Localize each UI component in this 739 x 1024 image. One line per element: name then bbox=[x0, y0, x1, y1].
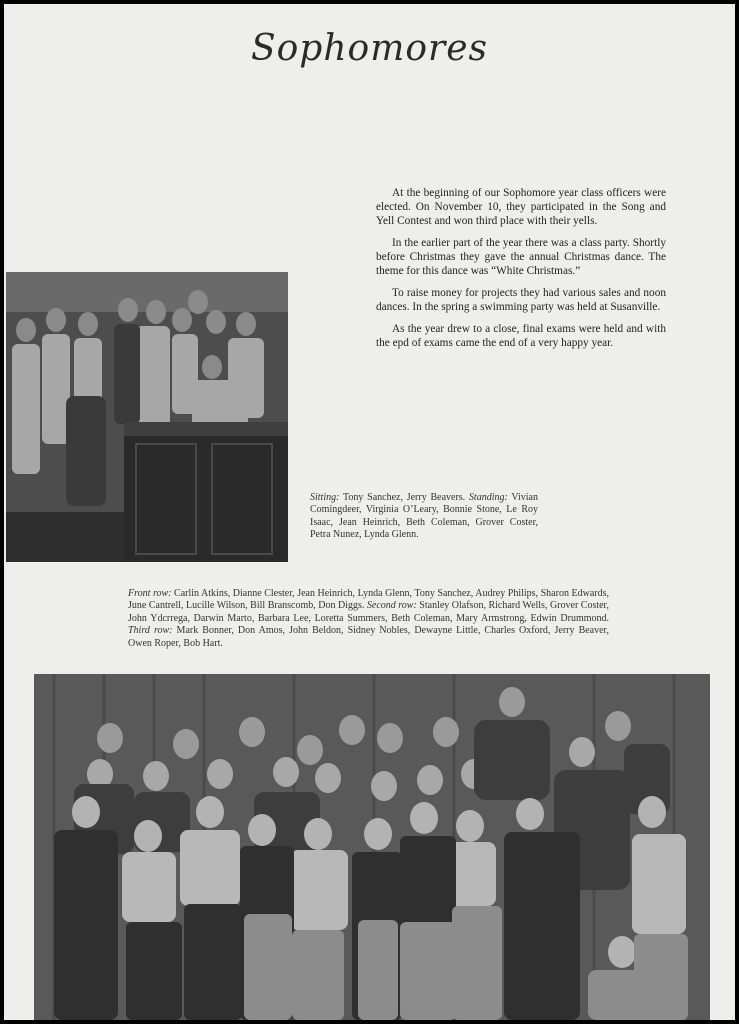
officers-photo bbox=[6, 272, 288, 562]
sitting-label: Sitting: bbox=[310, 492, 340, 503]
page-title: Sophomores bbox=[250, 28, 489, 69]
third-row-names: Mark Bonner, Don Amos, John Beldon, Sidney Nobles, Dewayne Little, Charles Oxford, Jerry Beaver, Owen Roper, Bob Hart. bbox=[128, 625, 609, 649]
class-caption bbox=[128, 588, 609, 650]
front-row-names: Carlin Atkins, Dianne Clester, Jean Heinrich, Lynda Glenn, Tony Sanchez, Audrey Philips, Sharon Edwards, June Cantrell, Lucille Wilson, Bill Branscomb, Don Diggs. bbox=[128, 588, 609, 612]
standing-label: Standing: bbox=[468, 492, 508, 503]
class-photo bbox=[34, 674, 710, 1020]
article-paragraph: As the year drew to a close, final exams were held and with the epd of exams came the end of a very happy year. bbox=[376, 323, 666, 349]
standing-names: Vivian Comingdeer, Virginia O’Leary, Bonnie Stone, Le Roy Isaac, Jean Heinrich, Beth Coleman, Grover Coster, Petra Nunez, Lynda Glenn. bbox=[310, 492, 538, 541]
article-paragraph: At the beginning of our Sophomore year class officers were elected. On November 10, they participated in the Song and Yell Contest and won third place with their yells. bbox=[376, 187, 666, 227]
article-text bbox=[376, 186, 666, 358]
yearbook-page bbox=[4, 4, 735, 1020]
sitting-names: Tony Sanchez, Jerry Beavers. bbox=[339, 492, 469, 503]
front-row-label: Front row: bbox=[128, 588, 172, 599]
second-row-label: Second row: bbox=[366, 600, 417, 612]
article-paragraph: To raise money for projects they had various sales and noon dances. In the spring a swimming party was held at Susanville. bbox=[376, 287, 666, 313]
officers-caption bbox=[310, 492, 538, 542]
second-row-names: Stanley Olafson, Richard Wells, Grover Coster, John Ydcrrega, Darwin Marto, Barbara Lee, Loretta Summers, Beth Coleman, Mary Armstrong, Edwin Drummond. bbox=[128, 600, 609, 624]
third-row-label: Third row: bbox=[128, 625, 173, 637]
article-paragraph: In the earlier part of the year there was a class party. Shortly before Christmas they gave the annual Christmas dance. The theme for this dance was “White Christmas.” bbox=[376, 237, 666, 277]
